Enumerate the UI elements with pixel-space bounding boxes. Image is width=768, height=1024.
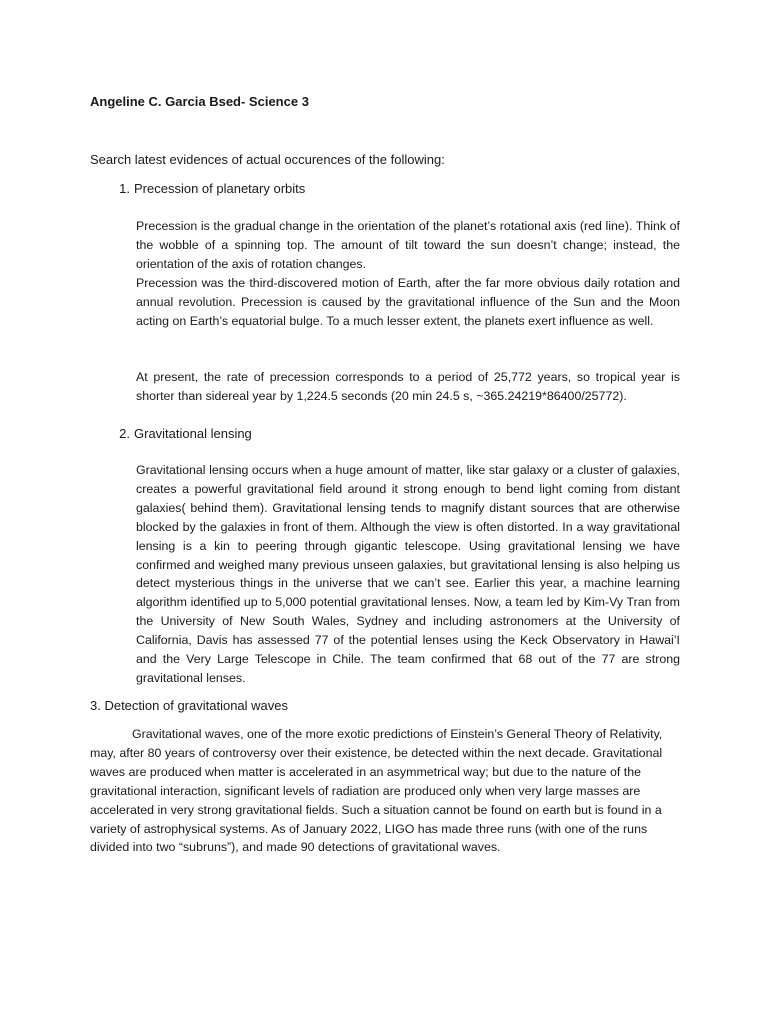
document-title: Angeline C. Garcia Bsed- Science 3 (90, 94, 309, 109)
item-2-number: 2. (119, 426, 130, 441)
item-2-paragraph-1: Gravitational lensing occurs when a huge amount of matter, like star galaxy or a cluster of galaxies, creates a powerful gravitational field around it strong enough to bend light coming from distant galaxies( behind them). Gravitational lensing tends to magnify distant sources that are otherwise blocked by the galaxies in front of them. Although the view is often distorted. In a way gravitational lensing is a kin to peering through gigantic telescope. Using gravitational lensing we have confirmed and weighed many previous unseen galaxies, but gravitational lensing is also helping us detect mysterious things in the universe that we can’t see. Earlier this year, a machine learning algorithm identified up to 5,000 potential gravitational lenses. Now, a team led by Kim-Vy Tran from the University of New South Wales, Sydney and including astronomers at the University of California, Davis has assessed 77 of the potential lenses using the Keck Observatory in Hawai’I and the Very Large Telescope in Chile. The team confirmed that 68 out of the 77 are strong gravitational lenses. (136, 463, 680, 685)
item-3-heading: 3. Detection of gravitational waves (90, 698, 288, 713)
item-1-label: Precession of planetary orbits (134, 181, 306, 196)
item-2-label: Gravitational lensing (134, 426, 252, 441)
item-1-body (136, 217, 680, 330)
item-1-paragraph-3: At present, the rate of precession corresponds to a period of 25,772 years, so tropical year is shorter than sidereal year by 1,224.5 seconds (20 min 24.5 s, ~365.24219*86400/25772). (136, 370, 680, 403)
item-3-paragraph-1: Gravitational waves, one of the more exotic predictions of Einstein’s General Theory of Relativity, may, after 80 years of controversy over their existence, be detected within the next decade. Gravitational waves are produced when matter is accelerated in an asymmetrical way; but due to the nature of the gravitational interaction, significant levels of radiation are produced only when very large masses are accelerated in very strong gravitational fields. Such a situation cannot be found on earth but is found in a variety of astrophysical systems. As of January 2022, LIGO has made three runs (with one of the runs divided into two “subruns”), and made 90 detections of gravitational waves. (90, 727, 663, 855)
item-1-number: 1. (119, 181, 130, 196)
intro-text: Search latest evidences of actual occurences of the following: (90, 152, 445, 167)
item-1-paragraph-1: Precession is the gradual change in the orientation of the planet’s rotational axis (red line). Think of the wobble of a spinning top. The amount of tilt toward the sun doesn’t change; instead, the orientation of the axis of rotation changes. (136, 219, 680, 271)
item-1-paragraph-2: Precession was the third-discovered motion of Earth, after the far more obvious daily rotation and annual revolution. Precession is caused by the gravitational influence of the Sun and the Moon acting on Earth’s equatorial bulge. To a much lesser extent, the planets exert influence as well. (136, 275, 680, 328)
